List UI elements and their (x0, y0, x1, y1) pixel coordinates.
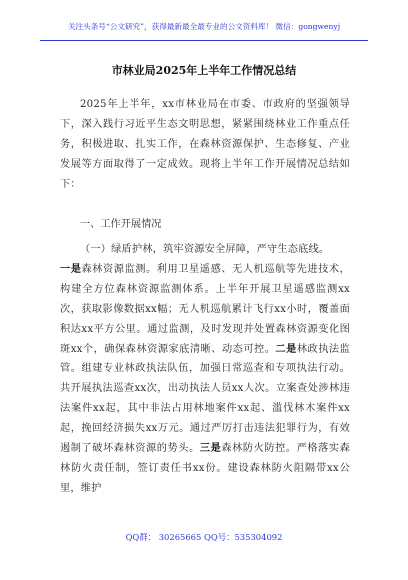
header-divider (40, 40, 368, 41)
item-3-label: 三是 (199, 442, 222, 455)
main-paragraph (60, 240, 350, 499)
section-heading: 一、工作开展情况 (80, 219, 162, 230)
item-2-text: 林政执法监管。组建专业林政执法队伍，加强日常巡查和专项执法行动。共开展执法巡查xx次，出动执法人员xx人次。立案查处涉林违法案件xx起，其中非法占用林地案件xx起、滥伐林木案件xx起，挽回经济损失xx万元。通过严厉打击违法犯罪行为，有效遏制了破坏森林资源的势头。 (60, 343, 350, 455)
subsection-lead: （一）绿盾护林，筑牢资源安全屏障，严守生态底线。 (80, 244, 330, 255)
intro-paragraph (60, 95, 350, 195)
item-3-text: 森林防火防控。严格落实森林防火责任制，签订责任书xx份。建设森林防火阻隔带xx公里，维护 (60, 443, 350, 494)
item-1-text: 森林资源监测。利用卫星遥感、无人机巡航等先进技术，构建全方位森林资源监测体系。上半年开展卫星遥感监测xx次，获取影像数据xx幅；无人机巡航累计飞行xx小时，覆盖面积达xx平方公里。通过监测，及时发现并处置森林资源变化图斑xx个，确保森林资源家底清晰、动态可控。 (60, 263, 350, 355)
item-1-label: 一是 (60, 262, 82, 275)
item-2-label: 二是 (275, 342, 297, 355)
document-title: 市林业局2025年上半年工作情况总结 (111, 64, 297, 77)
promo-banner: 关注头条号“公文研究”，获得最新最全最专业的公文资料库！ 微信：gongwenyj (67, 22, 341, 31)
footer-contact: QQ群： 30265665 QQ号：535304092 (125, 532, 283, 542)
body-paragraph (60, 260, 350, 499)
intro-text: 2025年上半年，xx市林业局在市委、市政府的坚强领导下，深入践行习近平生态文明思想，紧紧围绕林业工作重点任务，积极进取、扎实工作，在森林资源保护、生态修复、产业发展等方面取得了一定成效。现将上半年工作开展情况总结如下： (60, 99, 350, 190)
